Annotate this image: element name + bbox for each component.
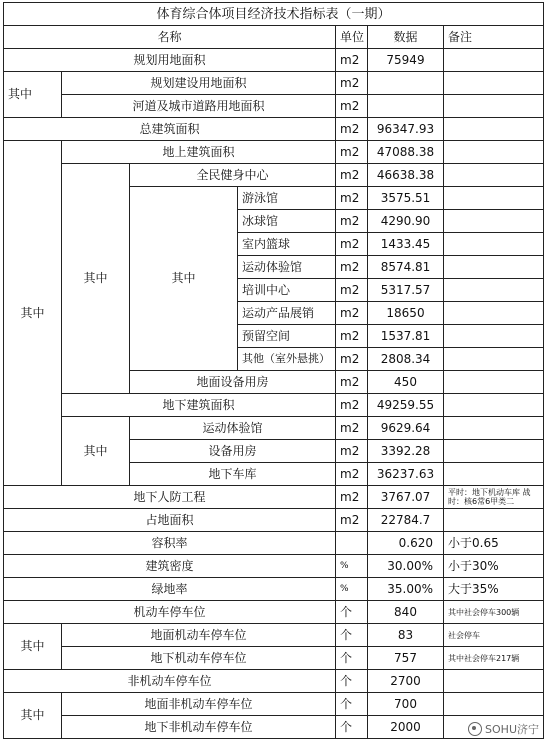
group-label-qizhong: 其中 bbox=[4, 72, 62, 118]
row-note: 其中社会停车217辆 bbox=[444, 647, 544, 670]
row-note bbox=[444, 509, 544, 532]
row-unit: m2 bbox=[336, 279, 368, 302]
row-unit: m2 bbox=[336, 509, 368, 532]
row-note bbox=[444, 417, 544, 440]
row-note bbox=[444, 693, 544, 716]
table-row bbox=[4, 624, 544, 647]
row-unit: m2 bbox=[336, 164, 368, 187]
row-name: 地下机动车停车位 bbox=[62, 647, 336, 670]
row-data: 450 bbox=[368, 371, 444, 394]
row-data: 22784.7 bbox=[368, 509, 444, 532]
row-data: 700 bbox=[368, 693, 444, 716]
row-note: 其中社会停车300辆 bbox=[444, 601, 544, 624]
row-name: 规划用地面积 bbox=[4, 49, 336, 72]
row-name: 地下非机动车停车位 bbox=[62, 716, 336, 739]
row-unit: m2 bbox=[336, 417, 368, 440]
table-row bbox=[4, 532, 544, 555]
row-data: 8574.81 bbox=[368, 256, 444, 279]
row-name: 地面非机动车停车位 bbox=[62, 693, 336, 716]
row-note: 平时：地下机动车库 战时：核6常6甲类二 bbox=[444, 486, 544, 509]
row-name: 占地面积 bbox=[4, 509, 336, 532]
group-label-qizhong: 其中 bbox=[4, 693, 62, 739]
row-note bbox=[444, 210, 544, 233]
row-unit: m2 bbox=[336, 233, 368, 256]
sohu-logo-icon bbox=[468, 722, 482, 736]
row-name: 地上建筑面积 bbox=[62, 141, 336, 164]
row-data: 30.00% bbox=[368, 555, 444, 578]
row-unit: m2 bbox=[336, 302, 368, 325]
group-label-qizhong: 其中 bbox=[62, 417, 130, 486]
row-data: 0.620 bbox=[368, 532, 444, 555]
table-row bbox=[4, 578, 544, 601]
row-name: 地下建筑面积 bbox=[62, 394, 336, 417]
table-row bbox=[4, 670, 544, 693]
row-data: 757 bbox=[368, 647, 444, 670]
group-label-qizhong: 其中 bbox=[4, 624, 62, 670]
header-row bbox=[4, 26, 544, 49]
row-name: 绿地率 bbox=[4, 578, 336, 601]
row-data: 36237.63 bbox=[368, 463, 444, 486]
row-unit: m2 bbox=[336, 325, 368, 348]
table-row bbox=[4, 72, 544, 95]
header-note: 备注 bbox=[444, 26, 544, 49]
row-data: 35.00% bbox=[368, 578, 444, 601]
row-data bbox=[368, 72, 444, 95]
row-name: 地面机动车停车位 bbox=[62, 624, 336, 647]
row-unit: m2 bbox=[336, 371, 368, 394]
table-row bbox=[4, 95, 544, 118]
row-note: 社会停车 bbox=[444, 624, 544, 647]
row-note bbox=[444, 440, 544, 463]
row-data: 5317.57 bbox=[368, 279, 444, 302]
row-note bbox=[444, 394, 544, 417]
row-name: 规划建设用地面积 bbox=[62, 72, 336, 95]
row-unit: m2 bbox=[336, 95, 368, 118]
row-name: 建筑密度 bbox=[4, 555, 336, 578]
row-unit: 个 bbox=[336, 601, 368, 624]
row-unit: 个 bbox=[336, 670, 368, 693]
row-unit: m2 bbox=[336, 118, 368, 141]
row-note: 大于35% bbox=[444, 578, 544, 601]
row-unit: m2 bbox=[336, 486, 368, 509]
table-row bbox=[4, 716, 544, 739]
row-data: 9629.64 bbox=[368, 417, 444, 440]
row-data: 2000 bbox=[368, 716, 444, 739]
row-note bbox=[444, 233, 544, 256]
table-row bbox=[4, 555, 544, 578]
row-unit: 个 bbox=[336, 624, 368, 647]
row-name: 运动产品展销 bbox=[238, 302, 336, 325]
row-note bbox=[444, 187, 544, 210]
row-data: 49259.55 bbox=[368, 394, 444, 417]
row-name: 地下车库 bbox=[130, 463, 336, 486]
table-title: 体育综合体项目经济技术指标表（一期） bbox=[4, 3, 544, 26]
indicator-table-sheet bbox=[3, 2, 543, 743]
row-note: 小于0.65 bbox=[444, 532, 544, 555]
row-name: 其他（室外悬挑） bbox=[238, 348, 336, 371]
row-name: 冰球馆 bbox=[238, 210, 336, 233]
row-unit: % bbox=[336, 555, 368, 578]
row-note bbox=[444, 72, 544, 95]
table-row bbox=[4, 118, 544, 141]
row-data: 75949 bbox=[368, 49, 444, 72]
group-label-qizhong: 其中 bbox=[62, 164, 130, 394]
row-unit: m2 bbox=[336, 348, 368, 371]
row-data: 4290.90 bbox=[368, 210, 444, 233]
row-note bbox=[444, 49, 544, 72]
group-label-qizhong: 其中 bbox=[4, 141, 62, 486]
row-unit: m2 bbox=[336, 72, 368, 95]
row-name: 全民健身中心 bbox=[130, 164, 336, 187]
row-data: 3575.51 bbox=[368, 187, 444, 210]
header-name: 名称 bbox=[4, 26, 336, 49]
table-row bbox=[4, 49, 544, 72]
row-note bbox=[444, 371, 544, 394]
row-note bbox=[444, 279, 544, 302]
row-data: 47088.38 bbox=[368, 141, 444, 164]
row-unit: m2 bbox=[336, 49, 368, 72]
row-note bbox=[444, 348, 544, 371]
row-name: 运动体验馆 bbox=[130, 417, 336, 440]
row-name: 河道及城市道路用地面积 bbox=[62, 95, 336, 118]
table-row bbox=[4, 394, 544, 417]
row-note bbox=[444, 164, 544, 187]
header-data: 数据 bbox=[368, 26, 444, 49]
row-data: 96347.93 bbox=[368, 118, 444, 141]
row-note bbox=[444, 141, 544, 164]
table-row bbox=[4, 693, 544, 716]
row-unit: m2 bbox=[336, 141, 368, 164]
table-row bbox=[4, 601, 544, 624]
row-name: 设备用房 bbox=[130, 440, 336, 463]
watermark bbox=[465, 720, 542, 738]
row-unit: m2 bbox=[336, 440, 368, 463]
row-data: 46638.38 bbox=[368, 164, 444, 187]
row-unit: % bbox=[336, 578, 368, 601]
row-data: 18650 bbox=[368, 302, 444, 325]
row-data: 1433.45 bbox=[368, 233, 444, 256]
table-row bbox=[4, 647, 544, 670]
row-name: 容积率 bbox=[4, 532, 336, 555]
row-name: 预留空间 bbox=[238, 325, 336, 348]
row-name: 地面设备用房 bbox=[130, 371, 336, 394]
row-note bbox=[444, 463, 544, 486]
row-unit bbox=[336, 532, 368, 555]
row-note bbox=[444, 302, 544, 325]
row-name: 总建筑面积 bbox=[4, 118, 336, 141]
row-data: 2808.34 bbox=[368, 348, 444, 371]
row-data: 2700 bbox=[368, 670, 444, 693]
table-row bbox=[4, 486, 544, 509]
row-data: 83 bbox=[368, 624, 444, 647]
row-name: 非机动车停车位 bbox=[4, 670, 336, 693]
row-data: 3392.28 bbox=[368, 440, 444, 463]
row-name: 机动车停车位 bbox=[4, 601, 336, 624]
group-label-qizhong: 其中 bbox=[130, 187, 238, 371]
table-row bbox=[4, 509, 544, 532]
row-name: 地下人防工程 bbox=[4, 486, 336, 509]
row-name: 室内篮球 bbox=[238, 233, 336, 256]
row-unit: m2 bbox=[336, 210, 368, 233]
indicator-table bbox=[3, 2, 544, 739]
row-unit: m2 bbox=[336, 187, 368, 210]
row-unit: 个 bbox=[336, 647, 368, 670]
row-unit: 个 bbox=[336, 693, 368, 716]
row-name: 运动体验馆 bbox=[238, 256, 336, 279]
row-unit: m2 bbox=[336, 394, 368, 417]
row-unit: 个 bbox=[336, 716, 368, 739]
row-unit: m2 bbox=[336, 256, 368, 279]
row-note bbox=[444, 325, 544, 348]
table-row bbox=[4, 417, 544, 440]
row-unit: m2 bbox=[336, 463, 368, 486]
header-unit: 单位 bbox=[336, 26, 368, 49]
row-note bbox=[444, 118, 544, 141]
row-data: 3767.07 bbox=[368, 486, 444, 509]
row-note: 小于30% bbox=[444, 555, 544, 578]
watermark-text: SOHU济宁 bbox=[485, 723, 539, 736]
row-name: 游泳馆 bbox=[238, 187, 336, 210]
row-data bbox=[368, 95, 444, 118]
table-title-row bbox=[4, 3, 544, 26]
row-data: 1537.81 bbox=[368, 325, 444, 348]
table-row bbox=[4, 141, 544, 164]
row-note bbox=[444, 256, 544, 279]
row-name: 培训中心 bbox=[238, 279, 336, 302]
row-note bbox=[444, 670, 544, 693]
row-note bbox=[444, 95, 544, 118]
table-row bbox=[4, 164, 544, 187]
row-data: 840 bbox=[368, 601, 444, 624]
